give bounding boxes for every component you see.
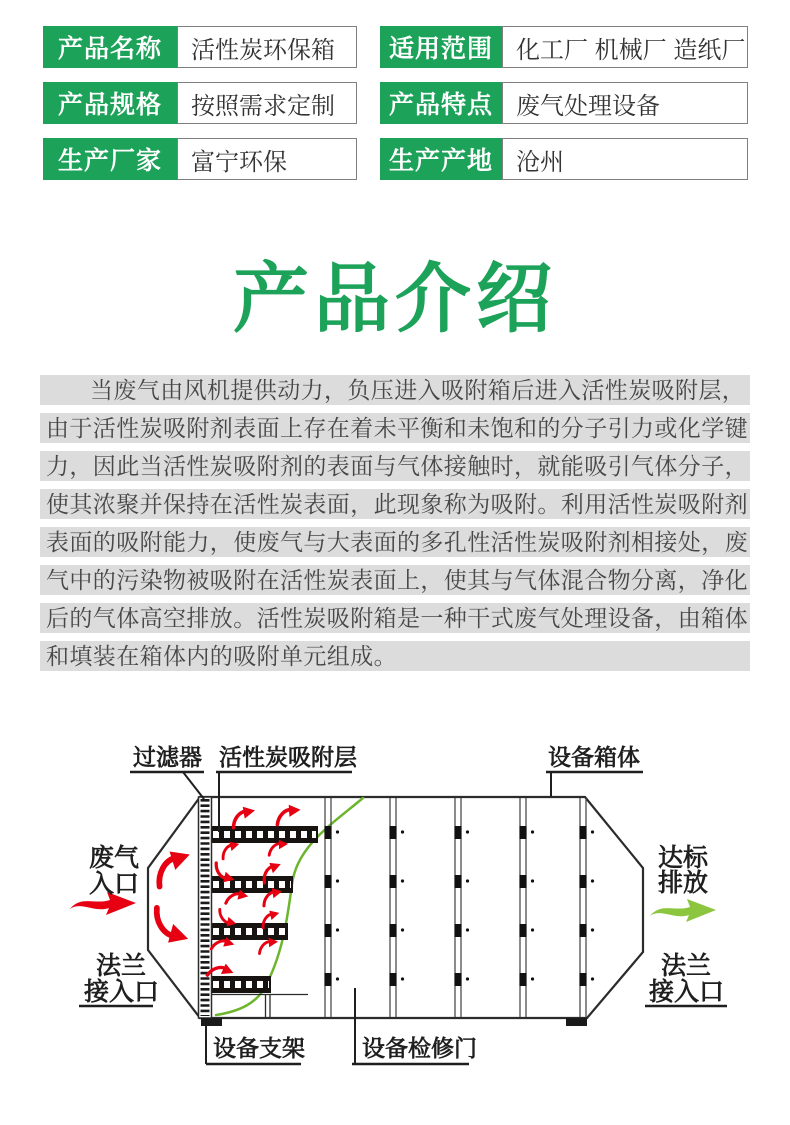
support-foot-left — [201, 1018, 222, 1026]
spec-row — [43, 138, 748, 180]
equipment-diagram — [0, 738, 790, 1125]
paragraph-line: 由于活性炭吸附剂表面上存在着未平衡和未饱和的分子引力或化学键 — [40, 413, 750, 443]
spec-value-specification: 按照需求定制 — [177, 82, 357, 124]
svg-text:接入口: 接入口 — [84, 978, 160, 1006]
svg-text:过滤器: 过滤器 — [133, 744, 202, 770]
label-discharge — [658, 844, 709, 897]
spec-row — [43, 26, 748, 68]
svg-text:设备检修门: 设备检修门 — [362, 1035, 477, 1061]
spacer — [357, 26, 380, 68]
paragraph-line: 使其浓聚并保持在活性炭表面，此现象称为吸附。利用活性炭吸附剂 — [40, 489, 750, 519]
paragraph-line: 力，因此当活性炭吸附剂的表面与气体接触时，就能吸引气体分子， — [40, 451, 750, 481]
spec-label-product-name: 产品名称 — [43, 26, 177, 68]
paragraph-line: 表面的吸附能力，使废气与大表面的多孔性活性炭吸附剂相接处，废 — [40, 527, 750, 557]
spec-label-specification: 产品规格 — [43, 82, 177, 124]
svg-text:排放: 排放 — [658, 869, 709, 897]
section-title: 产品介绍 — [233, 257, 557, 342]
spec-label-manufacturer: 生产厂家 — [43, 138, 177, 180]
filter-column — [199, 797, 212, 1018]
support-foot-right — [566, 1018, 587, 1026]
spec-value-origin: 沧州 — [502, 138, 748, 180]
label-flange-left — [79, 952, 159, 1006]
spec-value-applicable-range: 化工厂 机械厂 造纸厂 — [502, 26, 748, 68]
spec-value-manufacturer: 富宁环保 — [177, 138, 357, 180]
svg-text:入口: 入口 — [89, 870, 140, 898]
spacer — [357, 138, 380, 180]
spec-value-product-name: 活性炭环保箱 — [177, 26, 357, 68]
intro-paragraph — [40, 375, 750, 679]
paragraph-line: 气中的污染物被吸附在活性炭表面上，使其与气体混合物分离，净化 — [40, 565, 750, 595]
svg-text:设备支架: 设备支架 — [213, 1035, 305, 1061]
svg-text:接入口: 接入口 — [649, 978, 725, 1006]
spec-label-features: 产品特点 — [380, 82, 502, 124]
svg-text:法兰: 法兰 — [96, 952, 147, 980]
label-flange-right — [645, 952, 727, 1006]
svg-text:废气: 废气 — [89, 844, 140, 872]
paragraph-line: 后的气体高空排放。活性炭吸附箱是一种干式废气处理设备，由箱体 — [40, 603, 750, 633]
paragraph-line: 和填装在箱体内的吸附单元组成。 — [40, 641, 750, 671]
product-spec-table — [43, 26, 748, 194]
spec-label-origin: 生产产地 — [380, 138, 502, 180]
paragraph-line: 当废气由风机提供动力，负压进入吸附箱后进入活性炭吸附层， — [40, 375, 750, 405]
callout-equipment-box — [546, 744, 643, 796]
svg-text:活性炭吸附层: 活性炭吸附层 — [219, 744, 357, 770]
label-gas-inlet — [89, 843, 139, 898]
spacer — [357, 82, 380, 124]
callout-support — [206, 1026, 305, 1064]
spec-row — [43, 82, 748, 124]
svg-text:设备箱体: 设备箱体 — [548, 744, 640, 770]
discharge-arrow — [650, 899, 716, 922]
svg-text:达标: 达标 — [658, 844, 709, 872]
svg-text:法兰: 法兰 — [661, 952, 712, 980]
callout-filter — [130, 744, 204, 799]
spec-label-applicable-range: 适用范围 — [380, 26, 502, 68]
spec-value-features: 废气处理设备 — [502, 82, 748, 124]
